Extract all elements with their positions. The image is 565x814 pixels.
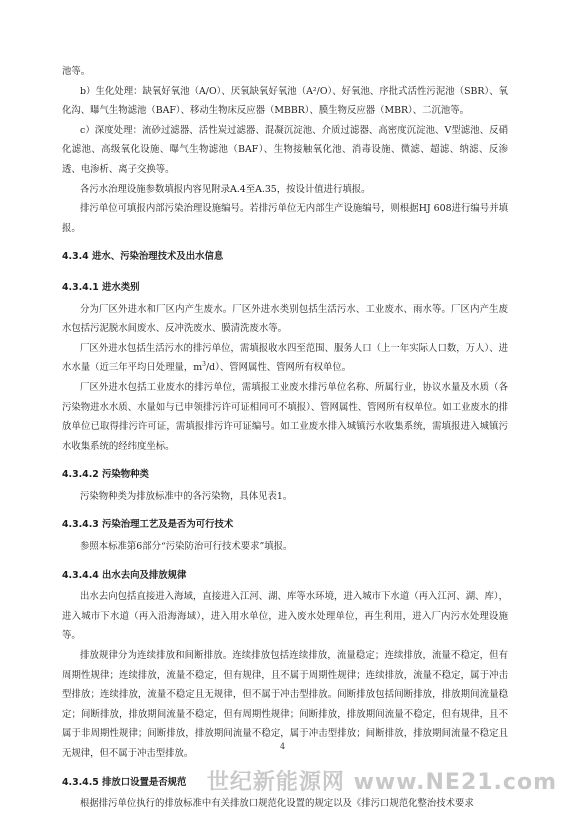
section-heading: 4.3.4 进水、污染治理技术及出水信息 xyxy=(62,251,224,263)
paragraph: 参照本标准第6部分“污染防治可行技术要求”填报。 xyxy=(80,541,293,553)
paragraph: 根据排污单位执行的排放标准中有关排放口规范化设置的规定以及《排污口规范化整治技术要求 xyxy=(80,798,474,810)
paragraph: 厂区外进水包括工业废水的排污单位，需填报工业废水排污单位名称、所属行业，协议水量及水质（各污染物进水水质、水量如与已申领排污许可证相同可不填报）、管网属性、管网所有权单位。如工业废水的排放单位已取得排污许可证，需填报排污许可证编号。如工业废水排入城镇污水收集系统，需填报进入城镇污水收集系统的经纬度坐标。 xyxy=(62,381,508,452)
paragraph: 出水去向包括直接进入海域，直接进入江河、湖、库等水环境，进入城市下水道（再入江河、湖、库），进入城市下水道（再入沿海海域），进入用水单位，进入废水处理单位，再生利用，进入厂内污水处理设施等。 xyxy=(62,591,508,642)
paragraph: 池等。 xyxy=(62,66,91,77)
superscript: 3 xyxy=(202,361,206,369)
page-number: 4 xyxy=(279,742,286,751)
paragraph: 分为厂区外进水和厂区内产生废水。厂区外进水类别包括生活污水、工业废水、雨水等。厂区内产生废水包括污泥脱水间废水、反冲洗废水、膜清洗废水等。 xyxy=(62,303,508,335)
paragraph-bio-treatment: b）生化处理：缺氧好氧池（A/O）、厌氧缺氧好氧池（A²/O）、好氧池、序批式活性污泥池（SBR）、氧化沟、曝气生物滤池（BAF）、移动生物床反应器（MBBR）、膜生物反应器（MBR）、二沉池等。 xyxy=(62,85,508,117)
paragraph-advanced-treatment: c）深度处理：流砂过滤器、活性炭过滤器、混凝沉淀池、介质过滤器、高密度沉淀池、V型滤池、反硝化滤池、高级氧化设施、曝气生物滤池（BAF）、生物接触氧化池、消毒设施、微滤、超滤、纳滤、反渗透、电渗析、离子交换等。 xyxy=(62,124,508,175)
paragraph: 排污单位可填报内部污染治理设施编号。若排污单位无内部生产设施编号，则根据HJ 608进行编号并填报。 xyxy=(62,203,508,234)
subsection-heading: 4.3.4.1 进水类别 xyxy=(62,281,140,293)
watermark: 世纪新能源网 www.NE21.com xyxy=(206,770,557,795)
subsection-heading: 4.3.4.3 污染治理工艺及是否为可行技术 xyxy=(62,519,234,531)
subsection-heading: 4.3.4.5 排放口设置是否规范 xyxy=(62,776,187,788)
page-body xyxy=(62,62,508,814)
paragraph: 各污水治理设施参数填报内容见附录A.4至A.35，按设计值进行填报。 xyxy=(80,183,371,195)
paragraph xyxy=(62,339,508,378)
subsection-heading: 4.3.4.4 出水去向及排放规律 xyxy=(62,569,187,581)
text-span: /d）、管网属性、管网所有权单位。 xyxy=(205,362,352,374)
subsection-heading: 4.3.4.2 污染物种类 xyxy=(62,469,149,481)
paragraph: 污染物种类为排放标准中的各污染物，具体见表1。 xyxy=(80,490,293,502)
paragraph: 排放规律分为连续排放和间断排放。连续排放包括连续排放，流量稳定；连续排放，流量不稳定，但有周期性规律；连续排放，流量不稳定，但有规律，且不属于周期性规律；连续排放，流量不稳定，属于冲击型排放；连续排放，流量不稳定且无规律，但不属于冲击型排放。间断排放包括间断排放，排放期间流量稳定；间断排放，排放期间流量不稳定，但有周期性规律；间断排放，排放期间流量不稳定，但有规律，且不属于非周期性规律；间断排放，排放期间流量不稳定，属于冲击型排放；间断排放，排放期间流量不稳定且无规律，但不属于冲击型排放。 xyxy=(62,650,508,759)
text-span: 厂区外进水包括生活污水的排污单位，需填报收水四至范围、服务人口（上一年实际人口数，万人）、进水水量（近三年平均日处理量，m xyxy=(62,342,508,374)
